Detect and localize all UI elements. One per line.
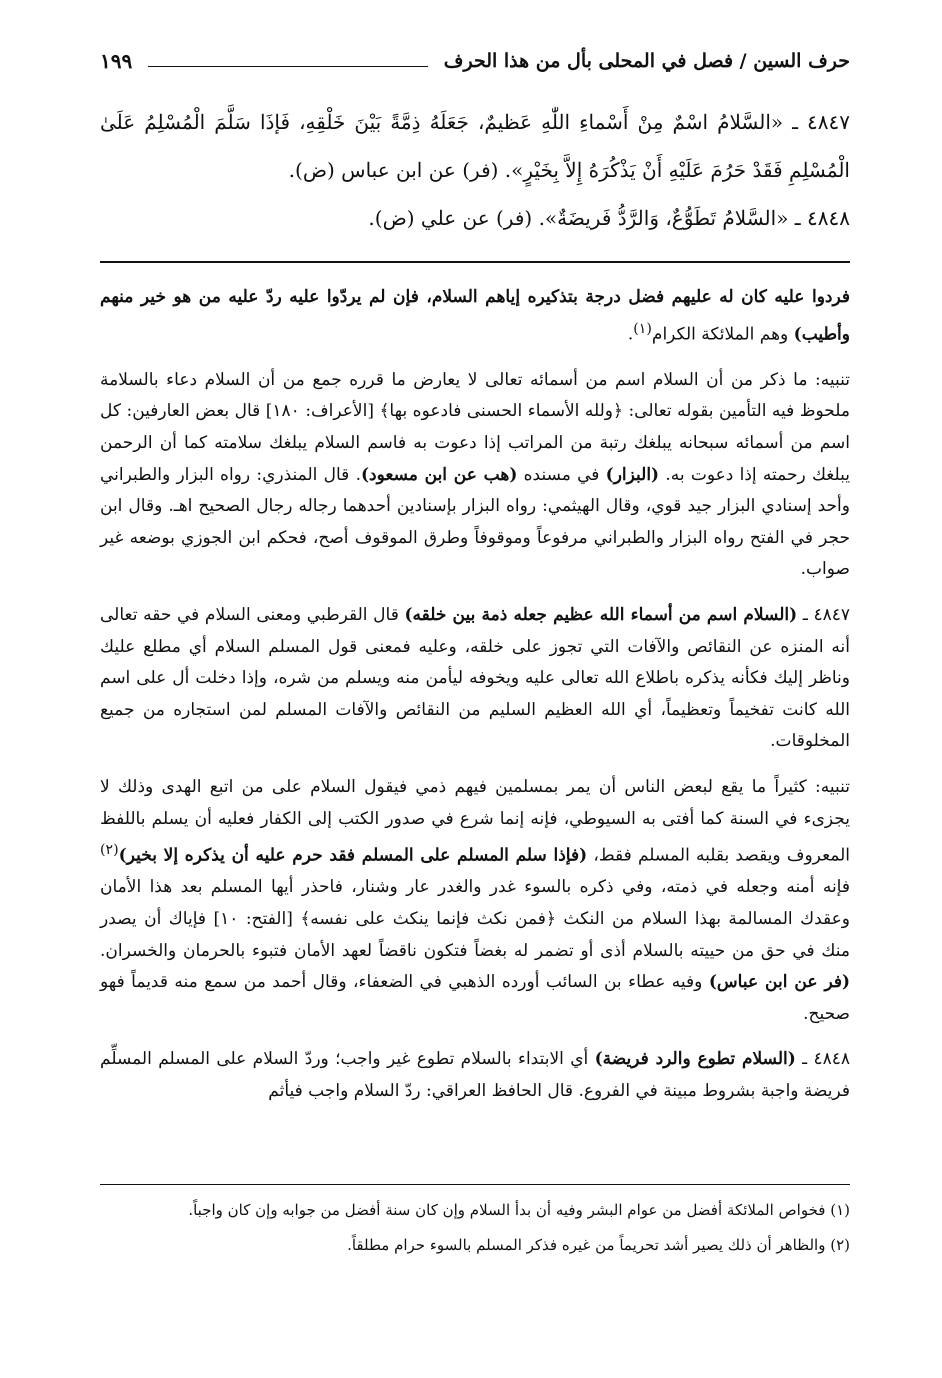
page-header [100, 44, 850, 78]
footnote-separator [100, 1184, 850, 1185]
footnote: (٢) والظاهر أن ذلك يصير أشد تحريماً من غيره فذكر المسلم بالسوء حرام مطلقاً. [347, 1236, 850, 1254]
hadith-text-block [100, 98, 850, 242]
page-number: ١٩٩ [100, 49, 133, 73]
commentary-paragraph: ٤٨٤٨ ـ (السلام تطوع والرد فريضة) أي الابتداء بالسلام تطوع غير واجب؛ وردّ السلام على المسلم المسلِّم فريضة واجبة بشروط مبينة في الفروع. قال الحافظ العراقي: ردّ السلام واجب فيأثم [100, 1049, 851, 1101]
running-title: حرف السين / فصل في المحلى بأل من هذا الحرف [443, 50, 850, 72]
footnote-ref: (٢) [100, 842, 119, 859]
commentary-paragraph: تنبيه: ما ذكر من أن السلام اسم من أسمائه تعالى لا يعارض ما قرره جمع من أن السلام دعاء بالسلامة ملحوظ فيه التأمين بقوله تعالى: ﴿ولله الأسماء الحسنى فادعوه بها﴾ [الأعراف: ١٨٠] قال بعض العارفين: كل اسم من أسمائه سبحانه يبلغك رتبة من المراتب إذا دعوت به فاسم السلام يبلغك سلامته كما أن الرحمن يبلغك رحمته إذا دعوت به. (البزار) في مسنده (هب عن ابن مسعود). قال المنذري: رواه البزار والطبراني وأحد إسنادي البزار جيد قوي، وقال الهيثمي: رواه البزار بإسنادين أحدهما رجاله رجال الصحيح اهـ. وقال ابن حجر في الفتح رواه البزار والطبراني مرفوعاً وموقوفاً وطرق الموقوف أصح، فحكم ابن الجوزي بوضعه غير صواب. [100, 369, 850, 580]
hadith-4847: ٤٨٤٧ ـ «السَّلامُ اسْمٌ مِنْ أَسْماءِ اللّٰهِ عَظيمٌ، جَعَلَهُ ذِمَّةً بَيْنَ خَلْقِهِ، فَإذَا سَلَّمَ الْمُسْلِمُ عَلَىٰ الْمُسْلِمِ فَقَدْ حَرُمَ عَلَيْهِ أَنْ يَذْكُرَهُ إِلاَّ بِخَيْرٍ». (فر) عن ابن عباس (ض). [100, 110, 850, 182]
footnotes-block [100, 1196, 850, 1266]
hadith-4848: ٤٨٤٨ ـ «السَّلامُ تَطَوُّعٌ، وَالرَّدُّ فَريضَةٌ». (فر) عن علي (ض). [368, 206, 850, 230]
commentary-paragraph: ٤٨٤٧ ـ (السلام اسم من أسماء الله عظيم جعله ذمة بين خلقه) قال القرطبي ومعنى السلام في حقه تعالى أنه المنزه عن النقائص والآفات التي تجوز على خلقه، وعليه فمعنى قول المسلم السلام أي مطلع عليك وناظر إليك فكأنه يذكره باطلاع الله تعالى عليه ويخوفه ليأمن منه ويسلم من شره، وإذا دخلت أل على اسم الله كانت تفخيماً وتعظيماً، أي الله العظيم السليم من النقائص والآفات المسلم لمن استجاره من جميع المخلوقات. [100, 605, 850, 752]
commentary-paragraph: فردوا عليه كان له عليهم فضل درجة بتذكيره إياهم السلام، فإن لم يردّوا عليه ردّ عليه من هو خير منهم وأطيب) وهم الملائكة الكرام$^{(١)}$. [100, 287, 850, 345]
footnote-ref: (١) [633, 320, 652, 337]
footnote: (١) فخواص الملائكة أفضل من عوام البشر وفيه أن بدأ السلام وإن كان سنة أفضل من جوابه وإن كان واجباً. [188, 1201, 850, 1219]
commentary-paragraph: تنبيه: كثيراً ما يقع لبعض الناس أن يمر بمسلمين فيهم ذمي فيقول السلام على من اتبع الهدى وذلك لا يجزىء في السنة كما أفتى به السيوطي، فإنه إنما شرع في صدور الكتب إلى الكفار فعليه أن يسلم باللفظ المعروف ويقصد بقلبه المسلم فقط، (فإذا سلم المسلم على المسلم فقد حرم عليه أن يذكره إلا بخير)$^{(٢)}$ فإنه أمنه وجعله في ذمته، وفي ذكره بالسوء غدر والغدر عار وشنار، فاحذر أيها المسلم بعد هذا الأمان وعقدك المسالمة بهذا السلام من النكث ﴿فمن نكث فإنما ينكث على نفسه﴾ [الفتح: ١٠] فإياك أن يصدر منك في حق من حييته بالسلام أذى أو تضمر له بغضاً فتكون ناقضاً لعهد الأمان فتبوء بالحرمان والخسران. (فر عن ابن عباس) وفيه عطاء بن السائب أورده الذهبي في الضعفاء، وقال أحمد من سمع منه قديماً فهو صحيح. [100, 776, 850, 1024]
commentary-block [100, 282, 850, 1122]
header-rule [148, 66, 428, 67]
main-separator [100, 261, 850, 263]
